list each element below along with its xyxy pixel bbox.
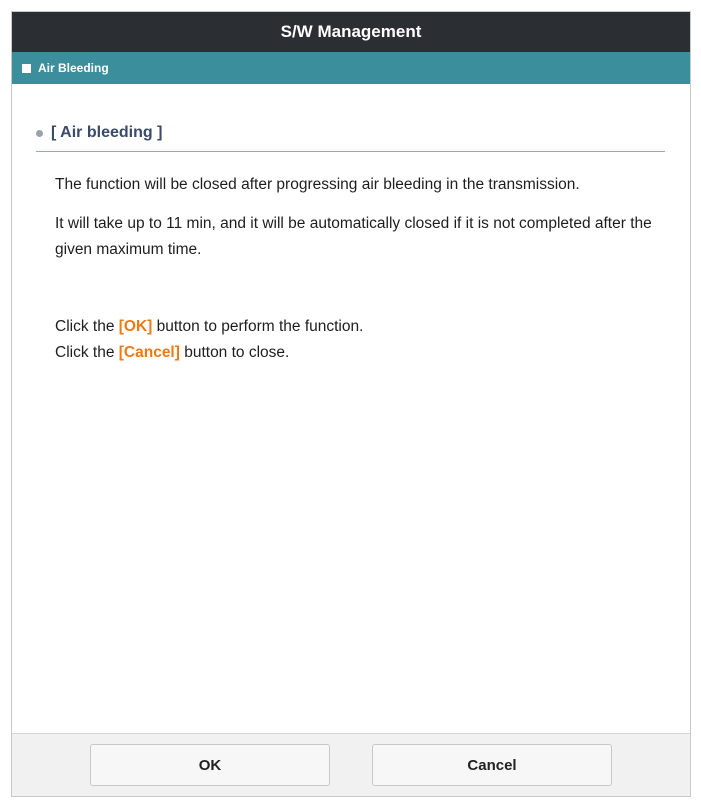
dialog-window xyxy=(11,11,691,797)
content-area xyxy=(12,124,690,366)
section-header xyxy=(36,124,665,152)
window-title: S/W Management xyxy=(280,22,422,41)
cancel-button[interactable] xyxy=(372,744,612,786)
cancel-line-prefix: Click the xyxy=(55,344,119,361)
sub-header-bar xyxy=(12,52,690,84)
sub-header-title: Air Bleeding xyxy=(38,61,109,75)
bullet-dot-icon xyxy=(36,130,43,137)
ok-button-label: OK xyxy=(198,756,222,774)
button-bar xyxy=(12,733,690,796)
ok-line-suffix: button to perform the function. xyxy=(152,318,364,335)
cancel-highlight: [Cancel] xyxy=(118,344,180,361)
section-heading: [ Air bleeding ] xyxy=(51,124,163,141)
paragraph-function-description: The function will be closed after progressing air bleeding in the transmission. xyxy=(55,176,580,193)
title-bar xyxy=(12,12,690,52)
ok-button[interactable] xyxy=(90,744,330,786)
ok-highlight: [OK] xyxy=(118,318,153,335)
cancel-instruction-line xyxy=(55,340,665,366)
ok-line-prefix: Click the xyxy=(55,318,119,335)
paragraph-time-limit: It will take up to 11 min, and it will be automatically closed if it is not completed after the given maximum time. xyxy=(55,215,652,258)
ok-instruction-line xyxy=(55,314,665,340)
square-icon xyxy=(22,64,31,73)
cancel-line-suffix: button to close. xyxy=(179,344,290,361)
cancel-button-label: Cancel xyxy=(467,756,517,774)
instruction-text xyxy=(36,152,665,366)
